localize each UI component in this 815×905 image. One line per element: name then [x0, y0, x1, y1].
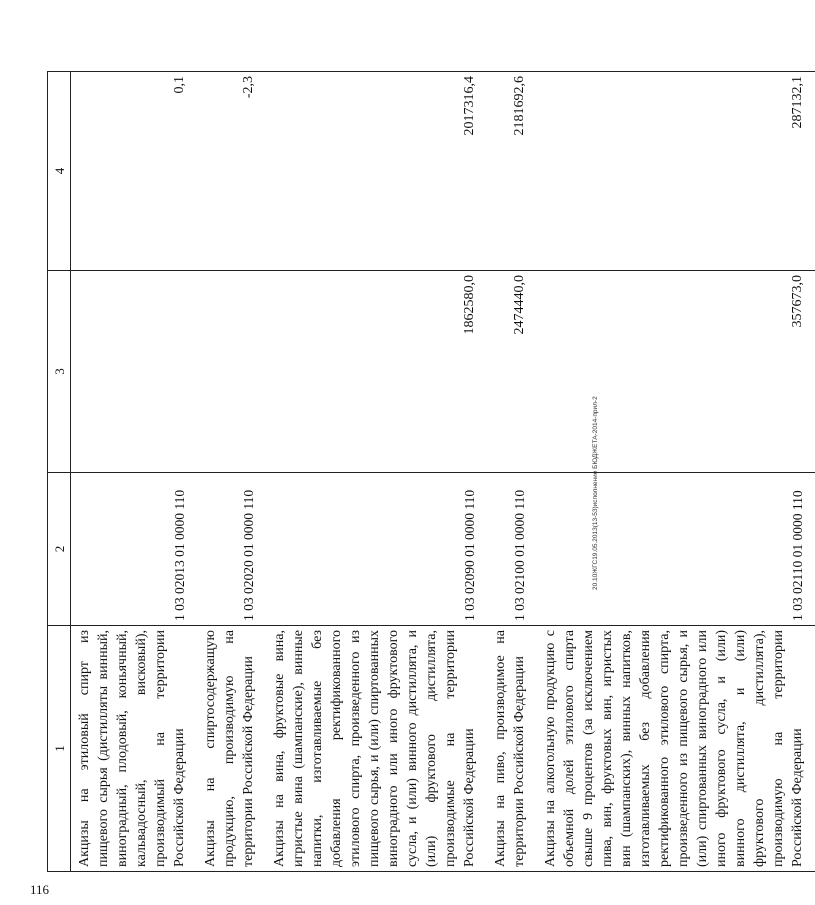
row-code: 1 03 02020 01 0000 110 [197, 473, 266, 626]
table-row [197, 72, 266, 872]
table-row [71, 72, 198, 872]
row-code: 1 03 02090 01 0000 110 [266, 473, 487, 626]
document-footer-code: 20.10ЖГС19.05.2013(13-53)исполнение БЮДЖЕТА-2014-прил-2 [592, 396, 599, 590]
row-value-col3 [197, 271, 266, 473]
header-row [48, 72, 71, 872]
row-value-col4: 2017316,4 [266, 72, 487, 271]
table-row [266, 72, 487, 872]
row-value-col4: -2,3 [197, 72, 266, 271]
row-value-col3: 357673,0 [537, 271, 815, 473]
row-name: Акцизы на этиловый спирт из пищевого сырья (дистилляты винный, виноградный, плодовый, коньячный, кальвадосный, висковый), производимый на территории Российской Федерации [71, 626, 198, 872]
table-row [487, 72, 537, 872]
budget-table [47, 71, 815, 872]
header-col-1: 1 [48, 626, 71, 872]
header-col-2: 2 [48, 473, 71, 626]
row-code: 1 03 02100 01 0000 110 [487, 473, 537, 626]
row-name: Акцизы на вина, фруктовые вина, игристые вина (шампанские), винные напитки, изготавливаемые без добавления ректификованного этилового спирта, произведенного из пищевого сырья, и (или) спиртованных виноградного или иного фруктового сусла, и (или) винного дистиллята, и (или) фруктового дистиллята, производимые на территории Российской Федерации [266, 626, 487, 872]
header-col-3: 3 [48, 271, 71, 473]
row-code: 1 03 02013 01 0000 110 [71, 473, 198, 626]
row-value-col3 [71, 271, 198, 473]
row-value-col3: 2474440,0 [487, 271, 537, 473]
row-value-col4: 2181692,6 [487, 72, 537, 271]
row-value-col4: 0,1 [71, 72, 198, 271]
row-name: Акцизы на алкогольную продукцию с объемной долей этилового спирта свыше 9 процентов (за исключением пива, вин, фруктовых вин, игристых вин (шампанских), винных напитков, изготавливаемых без добавления ректификованного этилового спирта, произведенного из пищевого сырья, и (или) спиртованных виноградного или иного фруктового сусла, и (или) винного дистиллята, и (или) фруктового дистиллята), производимую на территории Российской Федерации [537, 626, 815, 872]
page-number: 116 [30, 882, 50, 897]
row-name: Акцизы на пиво, производимое на территории Российской Федерации [487, 626, 537, 872]
row-name: Акцизы на спиртосодержащую продукцию, производимую на территории Российской Федерации [197, 626, 266, 872]
row-code: 1 03 02110 01 0000 110 [537, 473, 815, 626]
header-col-4: 4 [48, 72, 71, 271]
table-row [537, 72, 815, 872]
row-value-col3: 1862580,0 [266, 271, 487, 473]
row-value-col4: 287132,1 [537, 72, 815, 271]
